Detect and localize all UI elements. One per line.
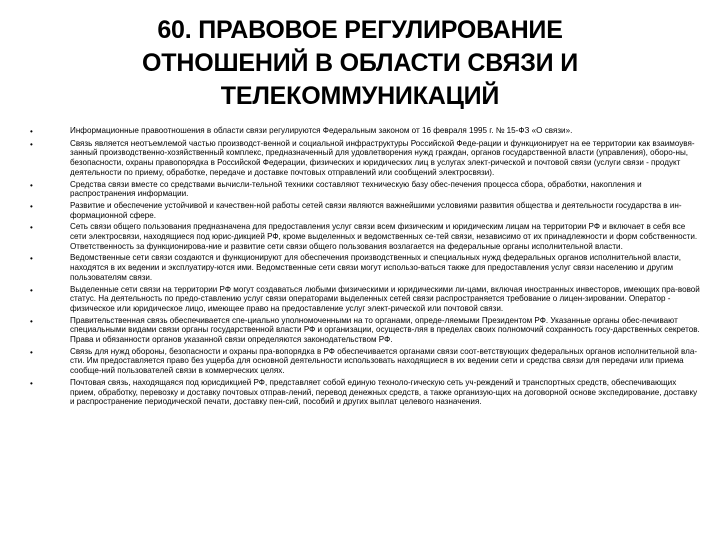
bullet-icon: • <box>30 201 33 211</box>
bullet-icon: • <box>30 127 33 136</box>
bullet-icon: • <box>30 316 33 326</box>
bullet-icon: • <box>30 347 33 357</box>
list-item <box>30 180 702 199</box>
list-item-text: Связь для нужд обороны, безопасности и охраны пра-вопорядка в РФ обеспечивается органами связи соот-ветствующих федеральных органов исполнительной вла-сти. Им предоставляется право без ущерба для основной деятельности использовать находящиеся в их ведении сети и средства связи для передачи или приема сообще-ний пользователей связи в коммерческих целях. <box>70 346 698 376</box>
list-item <box>30 316 702 345</box>
bullet-icon: • <box>30 223 33 233</box>
list-item-text: Почтовая связь, находящаяся под юрисдикцией РФ, представляет собой единую техноло-гическую сеть уч-реждений и транспортных средств, обеспечивающих прием, обработку, перевозку и доставку почтовых отправ-лений, перевод денежных средств, а также организую-щих на договорной основе экспедирование, доставку и распространение периодической печати, доставку пен-сий, пособий и других выплат целевого назначения. <box>70 377 698 407</box>
title-line-2: ОТНОШЕНИЙ В ОБЛАСТИ СВЯЗИ И <box>142 49 578 77</box>
list-item-text: Развитие и обеспечение устойчивой и качествен-ной работы сетей связи являются важнейшими условиями развития общества и деятельности государства в ин-формационной сфере. <box>70 200 682 220</box>
list-item-text: Выделенные сети связи на территории РФ могут создаваться любыми физическими и юридическими ли-цами, включая иностранных инвесторов, имеющих пра-вовой статус. На деятельность по предо-ставлению услуг связи операторами выделенных сетей связи распространяется требование о лицен-зировании. Оператор - физическое или юридическое лицо, имеющее право на предоставление услуг элект-рической или почтовой связи. <box>70 284 700 313</box>
list-item-text: Связь является неотъемлемой частью производст-венной и социальной инфраструктуры Российской Феде-рации и функционирует на ее территории как взаимоувя-занный производственно-хозяйственный комплекс, предназначенный для удовлетворения нужд граждан, органов государственной власти (управления), оборо-ны, безопасности, охраны правопорядка в Российской Федерации, физических и юридических лиц в услугах элект-рической и почтовой связи (услуги связи - продукт деятельности по приему, обработке, передаче и доставке почтовых отправлений или сообщений электросвязи). <box>70 138 695 177</box>
list-item-text: Сеть связи общего пользования предназначена для предоставления услуг связи всем физическим и юридическим лицам на территории РФ и включает в себя все сети электросвязи, находящиеся под юрис-дикцией РФ, кроме выделенных и ведомственных се-тей связи, независимо от их принадлежности и форм собственности. Ответственность за функционирова-ние и развитие сети связи общего пользования возлагается на федеральные органы исполнительной власти. <box>70 222 698 251</box>
bullet-icon: • <box>30 139 33 149</box>
list-item <box>30 347 702 376</box>
list-item <box>30 285 702 314</box>
bullet-icon: • <box>30 254 33 264</box>
page-title <box>90 14 630 113</box>
title-line-1: 60. ПРАВОВОЕ РЕГУЛИРОВАНИЕ <box>157 16 563 44</box>
bullet-icon: • <box>30 378 33 388</box>
bullet-icon: • <box>30 180 33 190</box>
bullet-list <box>30 126 702 407</box>
list-item <box>30 201 702 220</box>
list-item <box>30 222 702 251</box>
list-item <box>30 378 702 407</box>
list-item-text: Средства связи вместе со средствами вычисли-тельной техники составляют техническую базу обес-печения процесса сбора, обработки, накопления и распространения информации. <box>70 179 642 199</box>
list-item <box>30 253 702 282</box>
list-item <box>30 139 702 178</box>
title-line-3: ТЕЛЕКОММУНИКАЦИЙ <box>220 82 500 110</box>
list-item <box>30 126 702 137</box>
list-item-text: Информационные правоотношения в области связи регулируются Федеральным законом от 16 февраля 1995 г. № 15-ФЗ «О связи». <box>70 126 573 135</box>
list-item-text: Правительственная связь обеспечивается спе-циально уполномоченными на то органами, опреде-ляемыми Президентом РФ. Указанные органы обес-печивают специальными видами связи органы государственной власти РФ и организации, осуществ-ляя в пределах своих полномочий сохранность госу-дарственных секретов. Права и обязанности органов указанной связи определяются законодательством РФ. <box>70 315 700 345</box>
list-item-text: Ведомственные сети связи создаются и функционируют для обеспечения производственных и специальных нужд федеральных органов исполнительной власти, находятся в их ведении и эксплуатиру-ются ими. Ведомственные сети связи могут использо-ваться также для предоставления услуг связи населению и другим пользователям связи. <box>70 253 681 282</box>
bullet-icon: • <box>30 285 33 295</box>
